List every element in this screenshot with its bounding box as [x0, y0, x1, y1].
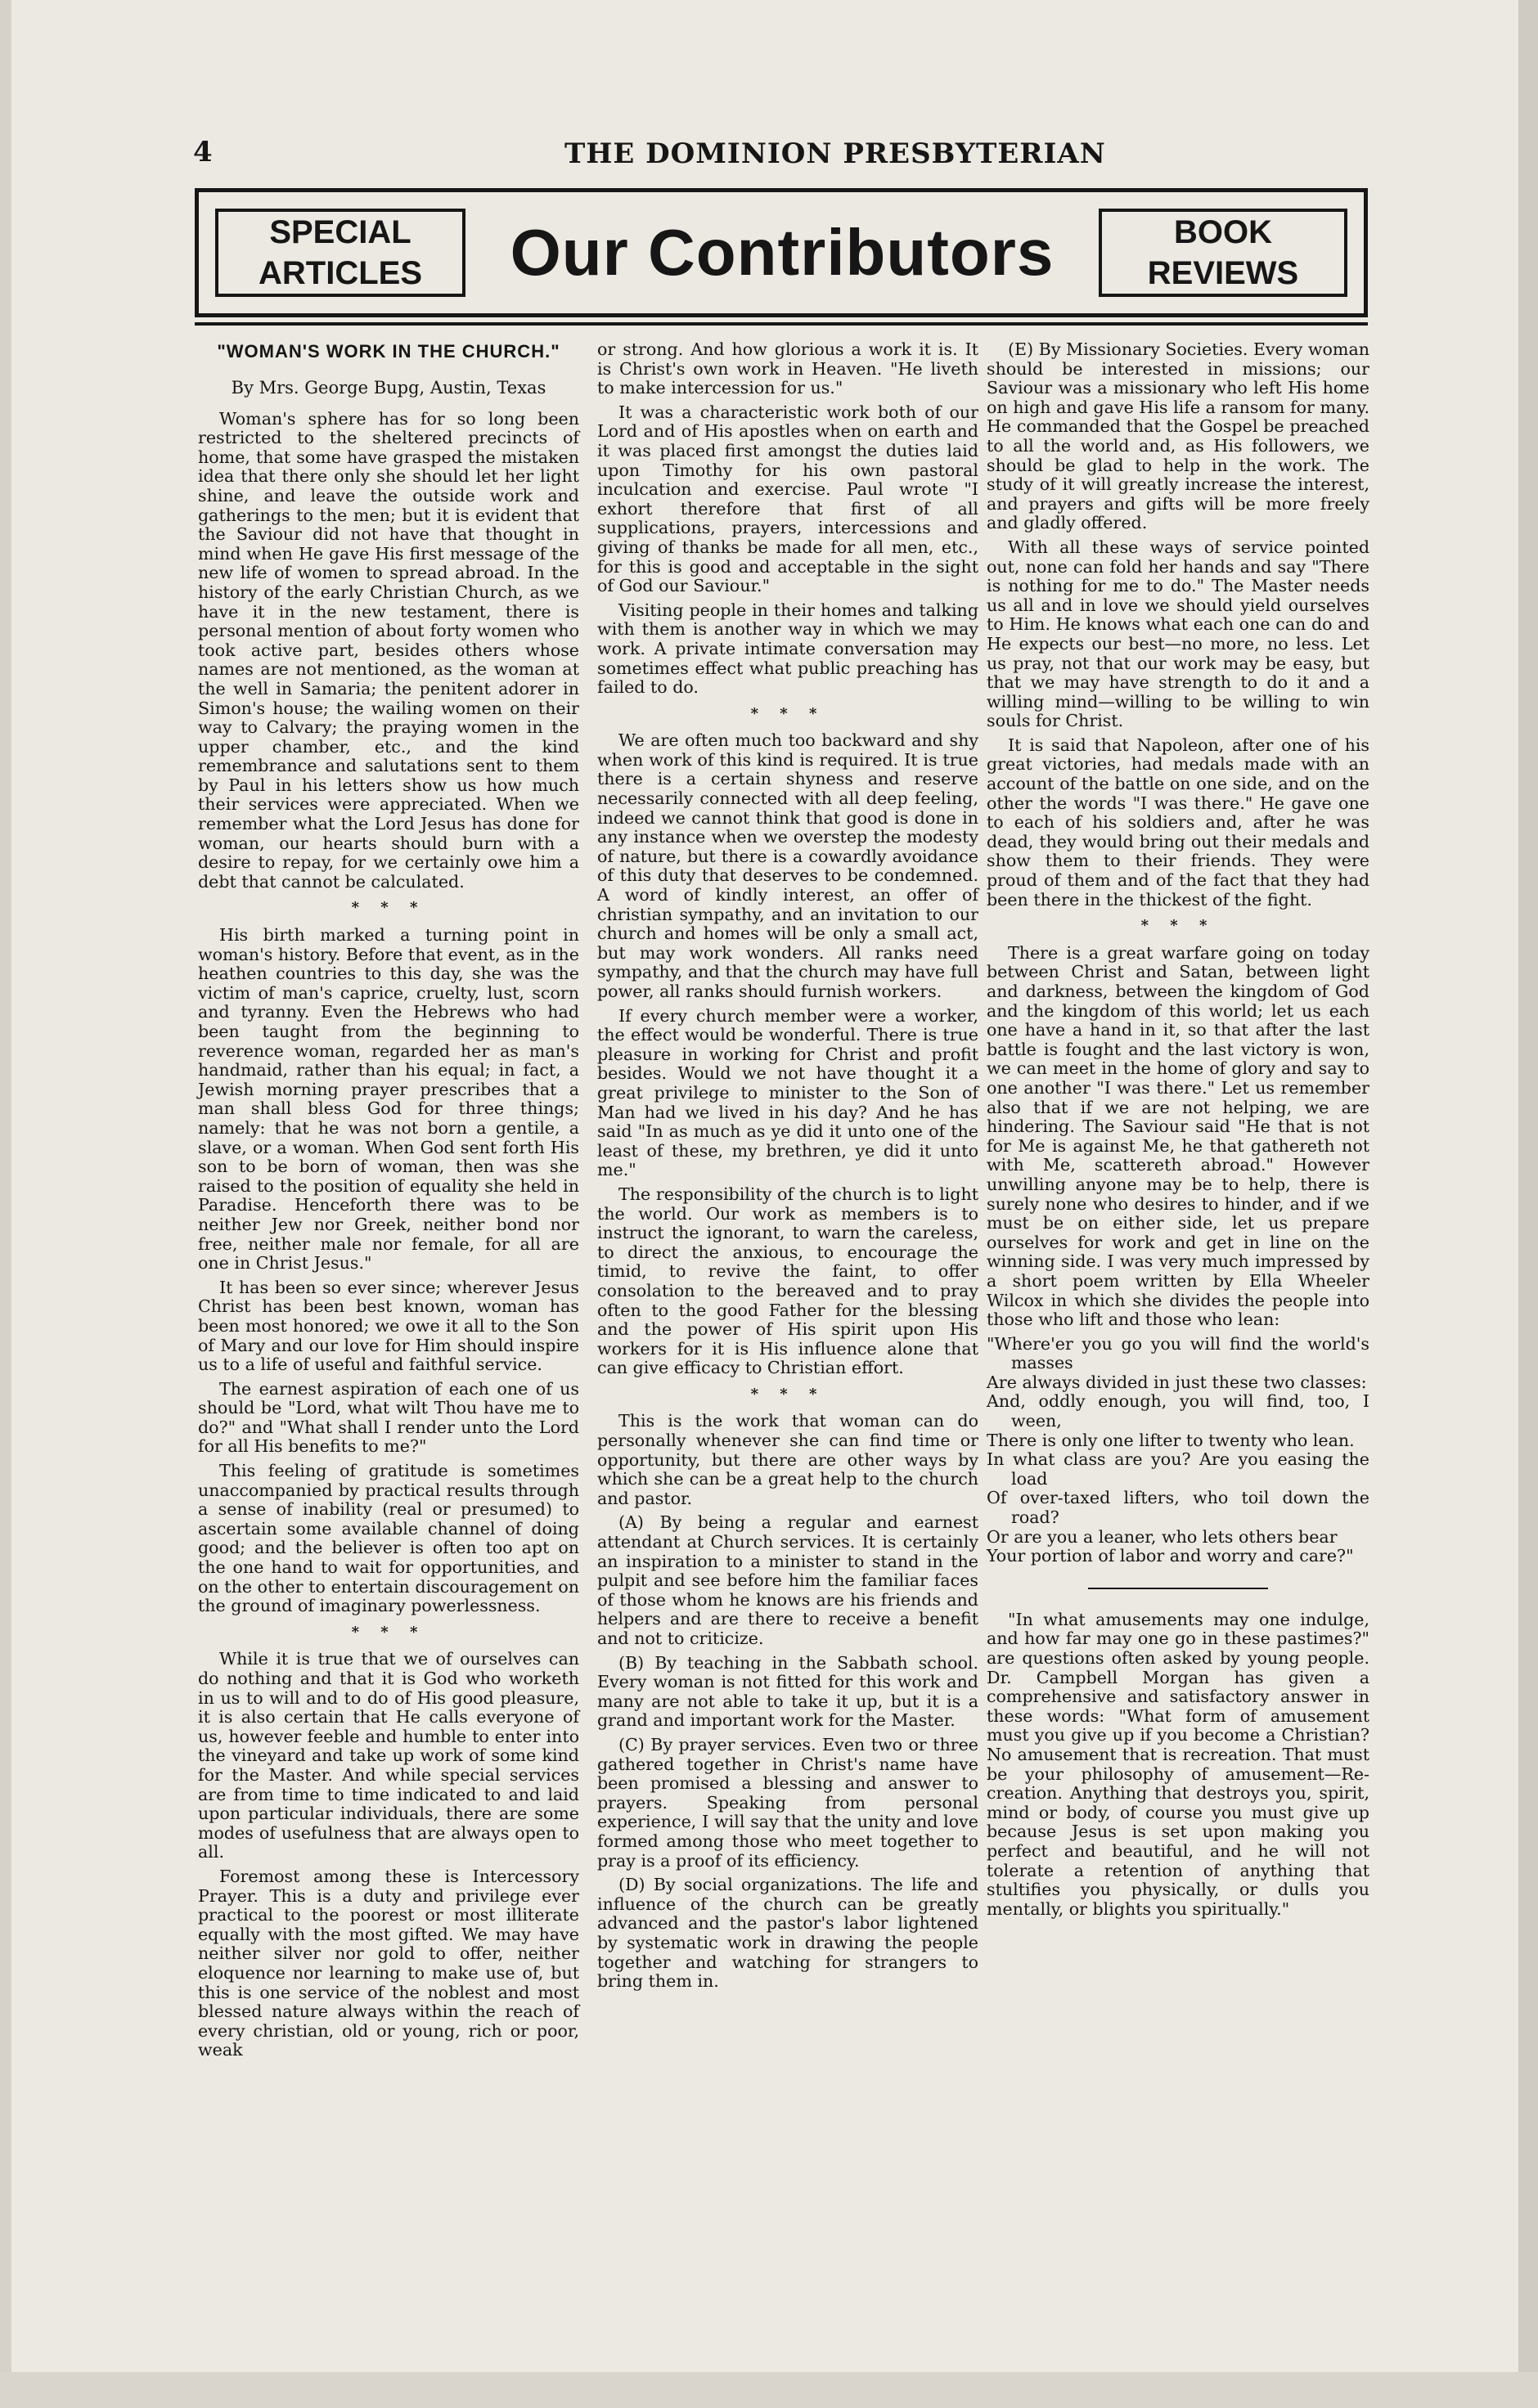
- paragraph: This is the work that woman can do personally whenever she can find time or opportunity, but there are other ways by which she can be a great help to the church and pastor.: [597, 1411, 978, 1508]
- paragraph: (E) By Missionary Societies. Every woman should be interested in missions; our Saviour was a missionary who left His home on high and gave His life a ransom for many. He commanded that the Gospel be preached to all the world and, as His followers, we should be glad to help in the work. The study of it will greatly increase the interest, and prayers and gifts will be more freely and gladly offered.: [987, 339, 1369, 533]
- paragraph: With all these ways of service pointed out, none can fold her hands and say "There is nothing for me to do." The Master needs us all and in love we should yield ourselves to Him. He knows what each one can do and He expects our best—no more, no less. Let us pray, not that our work may be easy, but that we may have strength to do it and a willing mind—willing to be willing to win souls for Christ.: [987, 537, 1369, 731]
- poem-line: There is only one lifter to twenty who lean.: [987, 1430, 1355, 1450]
- paragraph: It has been so ever since; wherever Jesus Christ has been best known, woman has been most honored; we owe it all to the Son of Mary and our love for Him should inspire us to a life of useful and faithful service.: [198, 1277, 579, 1375]
- section-banner: [195, 188, 1368, 317]
- paragraph: It was a characteristic work both of our Lord and of His apostles when on earth and it was placed first amongst the duties laid upon Timothy for his own pastoral inculcation and exercise. Paul wrote "I exhort therefore that first of all supplications, prayers, intercessions and giving of thanks be made for all men, etc., for this is good and acceptable in the sight of God our Saviour.": [597, 402, 978, 596]
- paragraph: While it is true that we of ourselves can do nothing and that it is God who worketh in us to will and to do of His good pleasure, it is also certain that He calls everyone of us, however feeble and humble to enter into the vineyard and take up work of some kind for the Master. And while special services are from time to time indicated to and laid upon particular individuals, there are some modes of usefulness that are always open to all.: [198, 1649, 579, 1862]
- paragraph: (D) By social organizations. The life and influence of the church can be greatly advanced and the pastor's labor lightened by systematic work in drawing the people together and watching for strangers to bring them in.: [597, 1875, 978, 1992]
- section-divider: * * *: [750, 1385, 825, 1403]
- paragraph: There is a great warfare going on today between Christ and Satan, between light and darkness, between the kingdom of God and the kingdom of this world; let us each one have a hand in it, so that after the last battle is fought and the last victory is won, we can meet in the home of glory and say to one another "I was there." Let us remember also that if we are not helping, we are hindering. The Saviour said "He that is not for Me is against Me, he that gathereth not with Me, scattereth abroad." However unwilling anyone may be to help, there is surely none who desires to hinder, and if we must be on either side, let us prepare ourselves for work and get in line on the winning side. I was very much impressed by a short poem written by Ella Wheeler Wilcox in which she divides the people into those who lift and those who lean:: [987, 942, 1369, 1330]
- section-divider: * * *: [750, 704, 825, 722]
- column-1: [198, 340, 579, 2065]
- section-divider: * * *: [351, 899, 426, 917]
- poem-line: In what class are you? Are you easing the load: [987, 1449, 1369, 1489]
- poem-line: Or are you a leaner, who lets others bear: [987, 1526, 1338, 1547]
- poem-line: And, oddly enough, you will find, too, I ween,: [987, 1391, 1369, 1431]
- book-reviews-line1: BOOK: [1174, 214, 1272, 250]
- paragraph: If every church member were a worker, the effect would be wonderful. There is true pleasure in working for Christ and profit besides. Would we not have thought it a great privilege to minister to the Son of Man had we lived in his day? And he has said "In as much as ye did it unto one of the least of these, my brethren, ye did it unto me.": [597, 1005, 978, 1180]
- paragraph: "In what amusements may one indulge, and how far may one go in these pastimes?" are questions often asked by young people. Dr. Campbell Morgan has given a comprehensive and satisfactory answer in these words: "What form of amusement must you give up if you become a Christian? No amusement that is recreation. That must be your philosophy of amusement—Re-creation. Anything that destroys you, spirit, mind or body, of course you must give up because Jesus is set upon making you perfect and beautiful, and he will not tolerate a retention of anything that stultifies you physically, or dulls you mentally, or blights you spiritually.": [987, 1609, 1369, 1919]
- paragraph: Visiting people in their homes and talking with them is another way in which we may work. A private intimate conversation may sometimes effect what public preaching has failed to do.: [597, 600, 978, 698]
- page-number: 4: [193, 136, 213, 168]
- article-title: "WOMAN'S WORK IN THE CHURCH.": [217, 341, 560, 362]
- poem-line: "Where'er you go you will find the world's masses: [987, 1333, 1369, 1373]
- section-title: Our Contributors: [510, 216, 1055, 289]
- paragraph: The earnest aspiration of each one of us should be "Lord, what wilt Thou have me to do?" and "What shall I render unto the Lord for all His benefits to me?": [198, 1378, 579, 1457]
- article-byline: By Mrs. George Bupg, Austin, Texas: [231, 378, 546, 398]
- book-reviews-box: [1099, 209, 1347, 297]
- special-articles-line2: ARTICLES: [259, 255, 422, 291]
- paragraph: or strong. And how glorious a work it is. It is Christ's own work in Heaven. "He liveth to make intercession for us.": [597, 339, 978, 398]
- section-divider: * * *: [1140, 917, 1216, 935]
- paragraph: (C) By prayer services. Even two or three gathered together in Christ's name have been promised a blessing and answer to prayers. Speaking from personal experience, I will say that the unity and love formed among those who meet together to pray is a proof of its efficiency.: [597, 1734, 978, 1871]
- column-3: [987, 340, 1369, 1924]
- paragraph: It is said that Napoleon, after one of his great victories, had medals made with an account of the battle on one side, and on the other the words "I was there." He gave one to each of his soldiers and, after he was dead, they would bring out their medals and show them to their friends. They were proud of them and of the fact that they had been there in the thickest of the fight.: [987, 735, 1369, 910]
- special-articles-line1: SPECIAL: [269, 214, 411, 250]
- poem-line: Of over-taxed lifters, who toil down the road?: [987, 1488, 1369, 1528]
- paragraph: His birth marked a turning point in woman's history. Before that event, as in the heathen countries to this day, she was the victim of man's caprice, cruelty, lust, scorn and tyranny. Even the Hebrews who had been taught from the beginning to reverence woman, regarded her as man's handmaid, rather than his equal; in fact, a Jewish morning prayer prescribes that a man shall bless God for three things; namely: that he was not born a gentile, a slave, or a woman. When God sent forth His son to be born of woman, then was she raised to the position of equality she held in Paradise. Henceforth there was to be neither Jew nor Greek, neither bond nor free, neither male nor female, for all are one in Christ Jesus.": [198, 925, 579, 1274]
- paragraph: Foremost among these is Intercessory Prayer. This is a duty and privilege ever practical to the poorest or most illiterate equally with the most gifted. We may have neither silver nor gold to offer, neither eloquence nor learning to make use of, but this is one service of the noblest and most blessed nature always within the reach of every christian, old or young, rich or poor, weak: [198, 1866, 579, 2060]
- paragraph: This feeling of gratitude is sometimes unaccompanied by practical results through a sense of inability (real or presumed) to ascertain some available channel of doing good; and the believer is often too apt on the one hand to wait for opportunities, and on the other to entertain discouragement on the ground of imaginary powerlessness.: [198, 1461, 579, 1616]
- paragraph: The responsibility of the church is to light the world. Our work as members is to instruct the ignorant, to warn the careless, to direct the anxious, to encourage the timid, to revive the faint, to offer consolation to the bereaved and to pray often to the good Father for the blessing and the power of His spirit upon His workers for it is His influence alone that can give efficacy to Christian effort.: [597, 1184, 978, 1378]
- paragraph: (B) By teaching in the Sabbath school. Every woman is not fitted for this work and many are not able to take it up, but it is a grand and important work for the Master.: [597, 1652, 978, 1731]
- page-bottom-edge: [0, 2372, 1538, 2408]
- poem-line: Are always divided in just these two classes:: [987, 1372, 1367, 1392]
- paragraph: (A) By being a regular and earnest attendant at Church services. It is certainly an inspiration to a minister to stand in the pulpit and see before him the familiar faces of those whom he knows are his friends and helpers and are there to receive a benefit and not to criticize.: [597, 1512, 978, 1648]
- special-articles-box: [215, 209, 465, 297]
- poem-line: Your portion of labor and worry and care?": [987, 1546, 1354, 1566]
- section-divider: * * *: [351, 1623, 426, 1641]
- poem: [987, 1335, 1369, 1566]
- divider-rule: [1088, 1588, 1268, 1589]
- publication-title: THE DOMINION PRESBYTERIAN: [564, 137, 1106, 170]
- paragraph: We are often much too backward and shy when work of this kind is required. It is true there is a certain shyness and reserve necessarily connected with all deep feeling, indeed we cannot think that good is done in any instance when we overstep the modesty of nature, but there is a cowardly avoidance of this duty that deserves to be condemned. A word of kindly interest, an offer of christian sympathy, and an invitation to our church and homes will be only a small act, but may work wonders. All ranks need sympathy, and that the church may have full power, all ranks should furnish workers.: [597, 730, 978, 1001]
- banner-rule: [195, 322, 1368, 326]
- column-2: [597, 340, 978, 1997]
- book-reviews-line2: REVIEWS: [1147, 255, 1299, 291]
- paragraph: Woman's sphere has for so long been restricted to the sheltered precincts of home, that some have grasped the mistaken idea that there only she should let her light shine, and leave the outside work and gatherings to the men; but it is evident that the Saviour did not have that thought in mind when He gave His first message of the new life of women to spread abroad. In the history of the early Christian Church, as we have it in the new testament, there is personal mention of about forty women who took active part, besides others whose names are not mentioned, as the woman at the well in Samaria; the penitent adorer in Simon's house; the wailing women on their way to Calvary; the praying women in the upper chamber, etc., and the kind remembrance and salutations sent to them by Paul in his letters show us how much their services were appreciated. When we remember what the Lord Jesus has done for woman, our hearts should burn with a desire to repay, for we certainly owe him a debt that cannot be calculated.: [198, 408, 579, 892]
